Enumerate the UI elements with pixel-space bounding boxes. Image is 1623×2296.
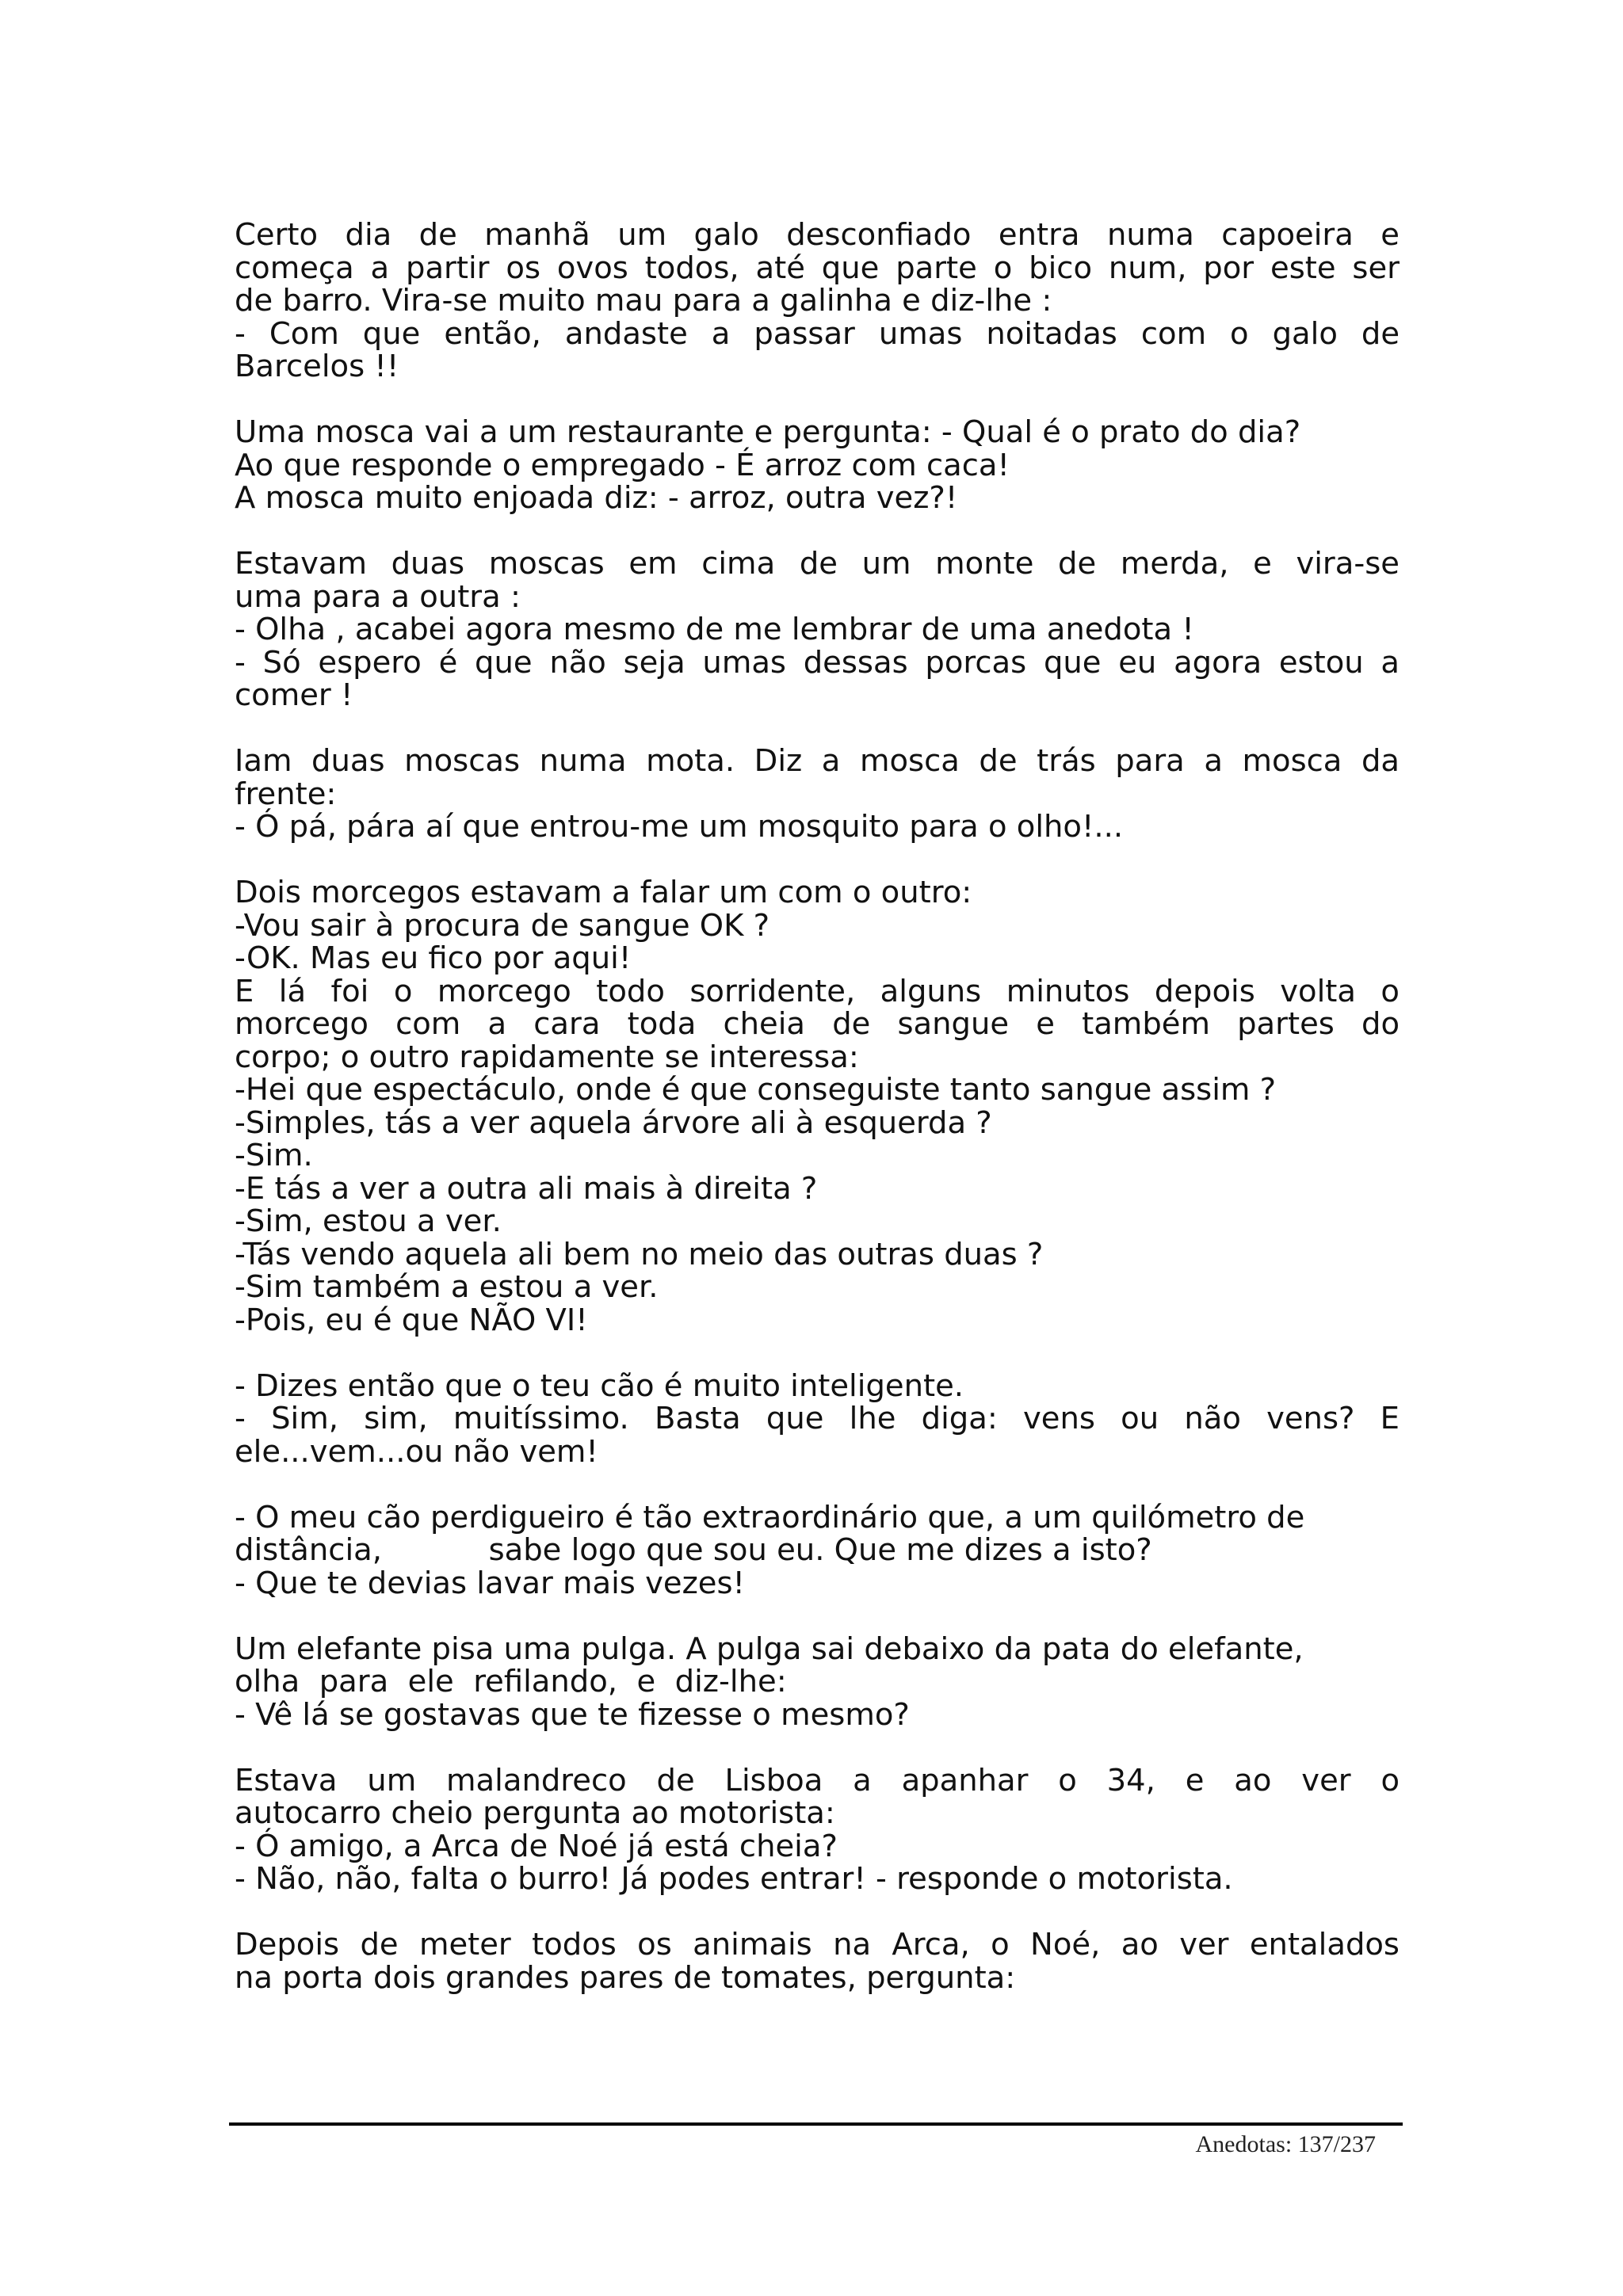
joke-line: Uma mosca vai a um restaurante e pergunta: - Qual é o prato do dia? [235, 414, 1301, 450]
joke-line: - Que te devias lavar mais vezes! [235, 1565, 745, 1601]
joke-line: Ao que responde o empregado - É arroz com caca! [235, 447, 1010, 483]
joke-line: -Pois, eu é que NÃO VI! [235, 1302, 588, 1338]
joke-line: - Vê lá se gostavas que te fizesse o mesmo? [235, 1696, 910, 1733]
joke-line: Iam duas moscas numa mota. Diz a mosca de trás para a mosca da [235, 743, 1400, 779]
joke-line: Depois de meter todos os animais na Arca, o Noé, ao ver entalados [235, 1927, 1400, 1962]
joke-line: - Olha , acabei agora mesmo de me lembrar de uma anedota ! [235, 612, 1194, 647]
joke-paragraph [235, 1928, 1400, 1994]
joke-line: E lá foi o morcego todo sorridente, alguns minutos depois volta o [235, 973, 1400, 1009]
joke-line: autocarro cheio pergunta ao motorista: [235, 1795, 835, 1831]
joke-line: Estavam duas moscas em cima de um monte de merda, e vira-se [235, 546, 1400, 582]
joke-line: distância, sabe logo que sou eu. Que me dizes a isto? [235, 1532, 1152, 1568]
joke-line: - Com que então, andaste a passar umas noitadas com o galo de [235, 315, 1400, 352]
joke-line: -Hei que espectáculo, onde é que conseguiste tanto sangue assim ? [235, 1072, 1277, 1108]
footer-rule [229, 2122, 1403, 2126]
joke-line: começa a partir os ovos todos, até que parte o bico num, por este ser [235, 250, 1400, 286]
joke-line: de barro. Vira-se muito mau para a galinha e diz-lhe : [235, 283, 1052, 318]
joke-line: Dois morcegos estavam a falar um com o outro: [235, 875, 972, 910]
joke-line: morcego com a cara toda cheia de sangue e também partes do [235, 1006, 1400, 1042]
joke-paragraph [235, 1367, 1400, 1470]
joke-paragraph [235, 547, 1400, 712]
joke-paragraph [235, 416, 1400, 515]
joke-line: ele...vem...ou não vem! [235, 1433, 598, 1470]
joke-line: -Sim, estou a ver. [235, 1203, 502, 1239]
joke-line: -Vou sair à procura de sangue OK ? [235, 907, 770, 944]
joke-line: comer ! [235, 677, 353, 713]
joke-paragraph [235, 1630, 1400, 1733]
joke-line: - Só espero é que não seja umas dessas porcas que eu agora estou a [235, 644, 1400, 681]
joke-paragraph [235, 1764, 1400, 1896]
joke-line: -OK. Mas eu fico por aqui! [235, 940, 632, 976]
joke-line: frente: [235, 776, 337, 812]
joke-line: -Tás vendo aquela ali bem no meio das outras duas ? [235, 1236, 1044, 1272]
joke-line: Estava um malandreco de Lisboa a apanhar o 34, e ao ver o [235, 1762, 1400, 1798]
joke-line: corpo; o outro rapidamente se interessa: [235, 1039, 859, 1075]
joke-line: - Não, não, falta o burro! Já podes entrar! - responde o motorista. [235, 1861, 1233, 1897]
joke-paragraph [235, 745, 1400, 844]
joke-line: A mosca muito enjoada diz: - arroz, outra vez?! [235, 480, 958, 516]
joke-line: - Sim, sim, muitíssimo. Basta que lhe diga: vens ou não vens? E [235, 1401, 1400, 1436]
joke-line: -Sim. [235, 1138, 313, 1173]
joke-line: na porta dois grandes pares de tomates, pergunta: [235, 1959, 1016, 1996]
joke-line: - Ó pá, pára aí que entrou-me um mosquito para o olho!... [235, 809, 1124, 845]
joke-line: -Simples, tás a ver aquela árvore ali à esquerda ? [235, 1104, 992, 1141]
joke-line: Um elefante pisa uma pulga. A pulga sai debaixo da pata do elefante, [235, 1630, 1304, 1667]
joke-line: Certo dia de manhã um galo desconfiado entra numa capoeira e [235, 217, 1400, 253]
joke-line: -Sim também a estou a ver. [235, 1269, 659, 1305]
joke-line: - Dizes então que o teu cão é muito inteligente. [235, 1367, 964, 1404]
joke-paragraph [235, 219, 1400, 383]
joke-line: -E tás a ver a outra ali mais à direita ? [235, 1170, 818, 1207]
joke-line: uma para a outra : [235, 578, 521, 615]
footer-page-label: Anedotas: 137/237 [1195, 2131, 1376, 2157]
joke-list [235, 219, 1400, 2027]
joke-paragraph [235, 876, 1400, 1337]
joke-line: - Ó amigo, a Arca de Noé já está cheia? [235, 1828, 838, 1864]
joke-paragraph [235, 1501, 1400, 1600]
joke-line: olha para ele refilando, e diz-lhe: [235, 1664, 787, 1699]
joke-line: - O meu cão perdigueiro é tão extraordinário que, a um quilómetro de [235, 1499, 1305, 1535]
joke-line: Barcelos !! [235, 349, 399, 384]
